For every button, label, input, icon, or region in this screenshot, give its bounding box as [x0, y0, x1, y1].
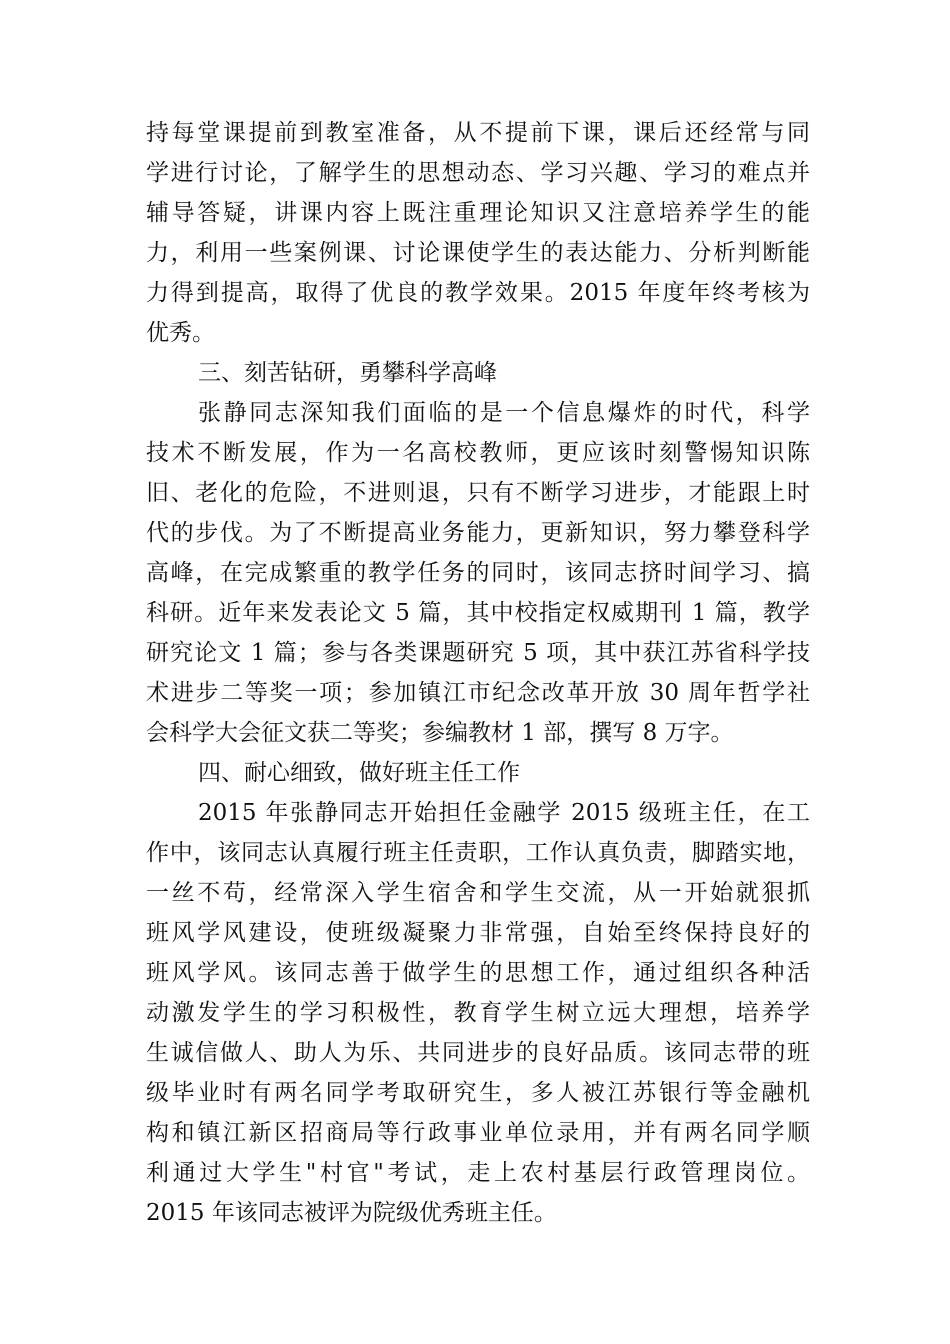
text-line: 一丝不苟，经常深入学生宿舍和学生交流，从一开始就狠抓: [146, 880, 810, 906]
text-line: 动激发学生的学习积极性，教育学生树立远大理想，培养学: [146, 1000, 810, 1026]
text-line: 班风学风建设，使班级凝聚力非常强，自始至终保持良好的: [146, 920, 810, 946]
text-line: 代的步伐。为了不断提高业务能力，更新知识，努力攀登科学: [146, 520, 810, 546]
text-line: 班风学风。该同志善于做学生的思想工作，通过组织各种活: [146, 960, 810, 986]
text-line: 级毕业时有两名同学考取研究生，多人被江苏银行等金融机: [146, 1080, 810, 1106]
text-line: 会科学大会征文获二等奖；参编教材 1 部，撰写 8 万字。: [146, 720, 734, 746]
text-line: 作中，该同志认真履行班主任责职，工作认真负责，脚踏实地，: [146, 840, 810, 866]
section-heading-research: [146, 353, 810, 393]
text-line: 力得到提高，取得了优良的教学效果。2015 年度年终考核为: [146, 280, 810, 306]
text-line: 高峰，在完成繁重的教学任务的同时，该同志挤时间学习、搞: [146, 560, 810, 586]
text-line: 辅导答疑，讲课内容上既注重理论知识又注意培养学生的能: [146, 200, 810, 226]
text-line: 研究论文 1 篇；参与各类课题研究 5 项，其中获江苏省科学技: [146, 640, 810, 666]
document-body: [146, 113, 810, 1233]
section-heading: 三、刻苦钻研，勇攀科学高峰: [198, 360, 497, 386]
paragraph-class-advisor: [146, 793, 810, 1233]
text-line: 旧、老化的危险，不进则退，只有不断学习进步，才能跟上时: [146, 480, 810, 506]
paragraph-research: [146, 393, 810, 753]
text-line: 2015 年该同志被评为院级优秀班主任。: [146, 1200, 557, 1226]
text-line: 科研。近年来发表论文 5 篇，其中校指定权威期刊 1 篇，教学: [146, 600, 810, 626]
text-line: 2015 年张静同志开始担任金融学 2015 级班主任，在工: [198, 800, 810, 826]
text-line: 技术不断发展，作为一名高校教师，更应该时刻警惕知识陈: [146, 440, 810, 466]
section-heading-class-advisor: [146, 753, 810, 793]
paragraph-teaching-effect: [146, 113, 810, 353]
text-line: 持每堂课提前到教室准备，从不提前下课，课后还经常与同: [146, 120, 810, 146]
text-line: 力，利用一些案例课、讨论课使学生的表达能力、分析判断能: [146, 240, 810, 266]
text-line: 优秀。: [146, 320, 215, 346]
text-line: 学进行讨论，了解学生的思想动态、学习兴趣、学习的难点并: [146, 160, 810, 186]
section-heading: 四、耐心细致，做好班主任工作: [198, 760, 520, 786]
text-line: 构和镇江新区招商局等行政事业单位录用，并有两名同学顺: [146, 1120, 810, 1146]
text-line: 张静同志深知我们面临的是一个信息爆炸的时代，科学: [198, 400, 810, 426]
text-line: 利通过大学生"村官"考试，走上农村基层行政管理岗位。: [146, 1160, 810, 1186]
text-line: 术进步二等奖一项；参加镇江市纪念改革开放 30 周年哲学社: [146, 680, 810, 706]
text-line: 生诚信做人、助人为乐、共同进步的良好品质。该同志带的班: [146, 1040, 810, 1066]
